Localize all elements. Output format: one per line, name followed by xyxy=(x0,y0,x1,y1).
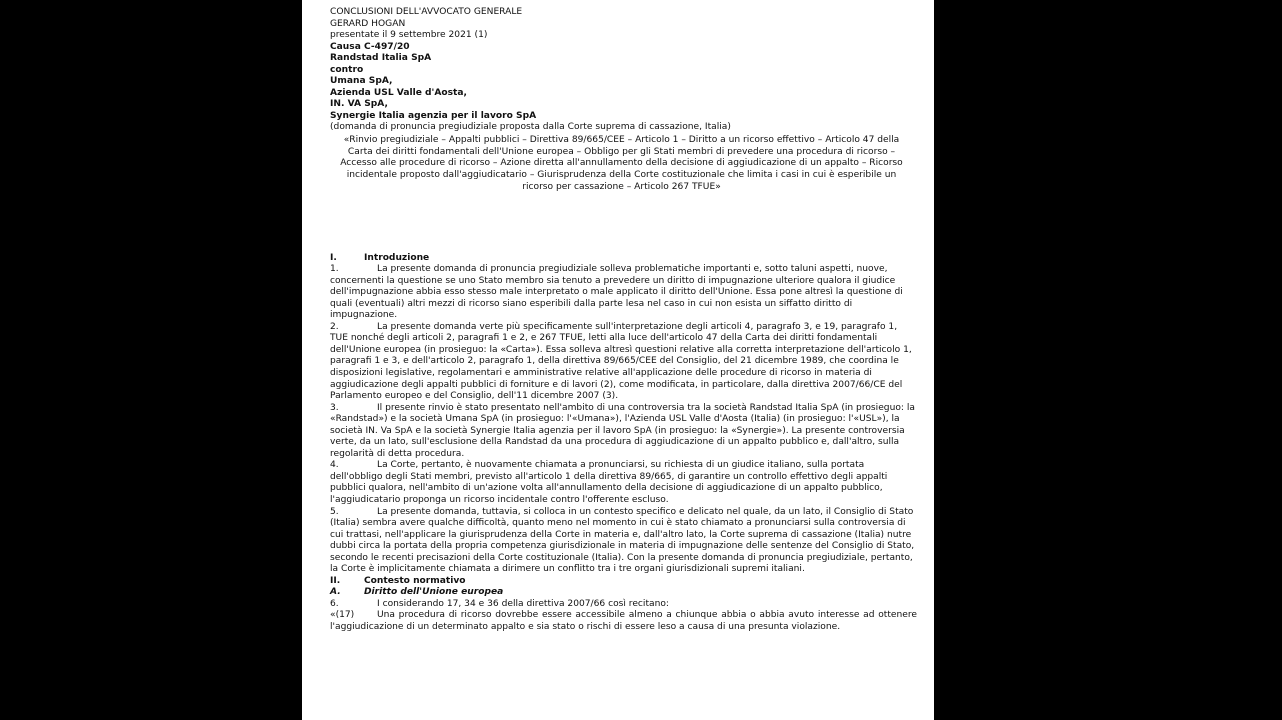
paragraph-text: La presente domanda, tuttavia, si colloca in un contesto specifico e delicato nel quale, da un lato, il Consiglio di Stato (Italia) sembra avere qualche difficoltà, quanto meno nel momento in cui è stato chiamato a pronunciarsi sulla controversia di cui trattasi, nell'applicare la giurisprudenza della Corte in materia e, dall'altro lato, la Corte suprema di cassazione (Italia) nutre dubbi circa la portata della propria competenza giurisdizionale in materia di impugnazione delle sentenze del Consiglio di Stato, secondo le recenti precisazioni della Corte costituzionale (Italia). Con la presente domanda di pronuncia pregiudiziale, pertanto, la Corte è implicitamente chiamata a dirimere un conflitto tra i tre organi giurisdizionali supremi italiani. xyxy=(330,506,915,575)
header-respondent-umana: Umana SpA, xyxy=(330,76,393,87)
header-case-number: Causa C-497/20 xyxy=(330,41,410,52)
section-spacer xyxy=(330,194,917,253)
subsection-title: Diritto dell'Unione europea xyxy=(364,587,504,598)
header-applicant: Randstad Italia SpA xyxy=(330,53,432,64)
section-heading-introduzione xyxy=(330,253,917,265)
section-numeral: II. xyxy=(330,575,341,586)
paragraph-4 xyxy=(330,460,917,506)
paragraph-2 xyxy=(330,322,917,403)
document-body xyxy=(330,7,917,634)
keywords-summary: «Rinvio pregiudiziale – Appalti pubblici – Direttiva 89/665/CEE – Articolo 1 – Diritto a un ricorso effettivo – Articolo 47 della Carta dei diritti fondamentali dell'Unione europea – Obbligo per gli Stati membri di prevedere una procedura di ricorso – Accesso alle procedure di ricorso – Azione diretta all'annullamento della decisione di aggiudicazione di un appalto – Ricorso incidentale proposto dall'aggiudicatario – Giurisprudenza della Corte costituzionale che limita i casi in cui è esperibile un ricorso per cassazione – Articolo 267 TFUE» xyxy=(340,135,903,192)
subsection-heading-diritto-unione-europea xyxy=(330,587,917,599)
paragraph-1 xyxy=(330,264,917,322)
document-page xyxy=(302,0,934,720)
header-presentation-date: presentate il 9 settembre 2021 (1) xyxy=(330,30,488,41)
quoted-recital-17 xyxy=(330,610,917,633)
recital-text: Una procedura di ricorso dovrebbe essere accessibile almeno a chiunque abbia o abbia avuto interesse ad ottenere l'aggiudicazione di un determinato appalto e sia stato o rischi di essere leso a causa di una presunta violazione. xyxy=(330,610,917,633)
paragraph-6 xyxy=(330,599,917,611)
paragraph-number: 5. xyxy=(330,506,339,517)
paragraph-3 xyxy=(330,403,917,461)
paragraph-5 xyxy=(330,507,917,576)
subsection-numeral: A. xyxy=(330,587,341,598)
section-title: Introduzione xyxy=(364,252,430,263)
paragraph-number: 3. xyxy=(330,402,339,413)
paragraph-text: Il presente rinvio è stato presentato nell'ambito di una controversia tra la società Randstad Italia SpA (in prosieguo: la «Randstad») e la società Umana SpA (in prosieguo: l'«Umana»), l'Azienda USL Valle d'Aosta (Italia) (in prosieguo: l'«USL»), la società IN. Va SpA e la società Synergie Italia agenzia per il lavoro SpA (in prosieguo: la «Synergie»). La presente controversia verte, da un lato, sull'esclusione della Randstad da una procedura di aggiudicazione di un appalto pubblico e, dall'altro, sulla regolarità di detta procedura. xyxy=(330,402,915,459)
header-respondent-synergie: Synergie Italia agenzia per il lavoro SpA xyxy=(330,110,537,121)
paragraph-number: 6. xyxy=(330,598,339,609)
header-opinion-title: CONCLUSIONI DELL'AVVOCATO GENERALE xyxy=(330,7,523,17)
paragraph-number: 1. xyxy=(330,264,339,275)
header-referral-court: (domanda di pronuncia pregiudiziale proposta dalla Corte suprema di cassazione, Italia) xyxy=(330,122,731,133)
paragraph-text: La presente domanda di pronuncia pregiudiziale solleva problematiche importanti e, sotto taluni aspetti, nuove, concernenti la questione se uno Stato membro sia tenuto a prevedere un diritto di impugnazione ulteriore qualora il giudice dell'impugnazione abbia esso stesso male interpretato o male applicato il diritto dell'Unione. Essa pone altresì la questione di quali (eventuali) altri mezzi di ricorso siano esperibili dalla parte lesa nel caso in cui non esista un siffatto diritto di impugnazione. xyxy=(330,264,903,321)
header-respondent-azienda-usl: Azienda USL Valle d'Aosta, xyxy=(330,87,467,98)
paragraph-number: 2. xyxy=(330,321,339,332)
section-heading-contesto-normativo xyxy=(330,576,917,588)
section-numeral: I. xyxy=(330,252,337,263)
paragraph-text: I considerando 17, 34 e 36 della direttiva 2007/66 così recitano: xyxy=(377,598,669,609)
paragraph-text: La presente domanda verte più specificamente sull'interpretazione degli articoli 4, paragrafo 3, e 19, paragrafo 1, TUE nonché degli articoli 2, paragrafi 1 e 2, e 267 TFUE, letti alla luce dell'articolo 47 della Carta dei diritti fondamentali dell'Unione europea (in prosieguo: la «Carta»). Essa solleva altresì questioni relative alla corretta interpretazione dell'articolo 1, paragrafi 1 e 3, e dell'articolo 2, paragrafo 1, della direttiva 89/665/CEE del Consiglio, del 21 dicembre 1989, che coordina le disposizioni legislative, regolamentari e amministrative relative all'applicazione delle procedure di ricorso in materia di aggiudicazione degli appalti pubblici di forniture e di lavori (2), come modificata, in particolare, dalla direttiva 2007/66/CE del Parlamento europeo e del Consiglio, dell'11 dicembre 2007 (3). xyxy=(330,321,912,402)
paragraph-text: La Corte, pertanto, è nuovamente chiamata a pronunciarsi, su richiesta di un giudice italiano, sulla portata dell'obbligo degli Stati membri, previsto all'articolo 1 della direttiva 89/665, di garantire un controllo effettivo degli appalti pubblici qualora, nell'ambito di un'azione volta all'annullamento della decisione di aggiudicazione di un appalto pubblico, l'aggiudicatario proponga un ricorso incidentale contro l'offerente escluso. xyxy=(330,460,888,506)
header-respondent-in-va: IN. VA SpA, xyxy=(330,99,388,110)
section-title: Contesto normativo xyxy=(364,575,466,586)
paragraph-number: 4. xyxy=(330,460,339,471)
header-versus: contro xyxy=(330,64,364,75)
header-advocate-general-name: GERARD HOGAN xyxy=(330,18,406,29)
recital-number: «(17) xyxy=(330,610,355,621)
